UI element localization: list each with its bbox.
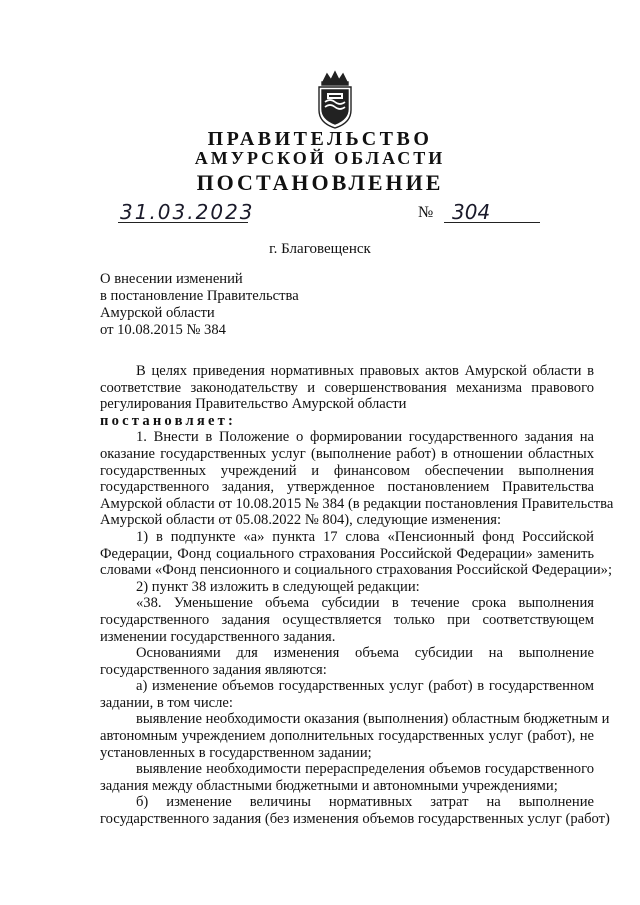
body-line: Амурской области от 10.08.2015 № 384 (в редакции постановления Правительства [100,495,614,512]
coat-of-arms-icon [305,68,365,130]
body-line: соответствие законодательству и совершенствования механизма правового [100,379,594,396]
resolves-keyword: постановляет: [100,412,237,429]
body-line: 2) пункт 38 изложить в следующей редакции: [136,578,420,595]
document-type-title: ПОСТАНОВЛЕНИЕ [196,170,444,195]
subject-line: О внесении изменений [100,271,243,287]
body-line: изменении государственного задания. [100,628,336,645]
body-line: выявление необходимости перераспределения объемов государственного [136,761,594,778]
body-line: автономным учреждением дополнительных государственных услуг (работ), не [100,728,594,745]
body-line: Амурской области от 05.08.2022 № 804), следующие изменения: [100,512,502,529]
number-label: № [418,204,434,221]
body-line: выявление необходимости оказания (выполнения) областным бюджетным и [136,711,610,728]
body-line: задания между областными бюджетными и автономными учреждениями; [100,777,558,794]
subject-line: от 10.08.2015 № 384 [100,322,226,338]
city: г. Благовещенск [269,241,371,257]
subject-line: в постановление Правительства [100,288,299,304]
body-line: государственных учреждений и финансовом обеспечении выполнения [100,462,594,479]
body-line: 1. Внести в Положение о формировании государственного задания на [136,429,594,446]
body-line: государственного задания (без изменения объемов государственных услуг (работ) [100,811,610,828]
number-underline [444,222,540,223]
body-line: государственного задания осуществляется только при соответствующем [100,611,594,628]
body-line: государственного задания, утвержденное постановлением Правительства [100,479,594,496]
government-title: ПРАВИТЕЛЬСТВО [207,128,433,150]
body-line: регулирования Правительство Амурской области [100,396,407,413]
document-date: 31.03.2023 [120,200,255,224]
date-underline [118,222,248,223]
body-line: Основаниями для изменения объема субсидии на выполнение [136,645,594,662]
body-line: словами «Фонд пенсионного и социального страхования Российской Федерации»; [100,562,613,579]
body-line: а) изменение объемов государственных услуг (работ) в государственном [136,678,594,695]
document-number: 304 [452,200,491,224]
body-line: Федерации, Фонд социального страхования Российской Федерации» заменить [100,545,594,562]
body-line: государственного задания являются: [100,661,327,678]
body-line: б) изменение величины нормативных затрат на выполнение [136,794,594,811]
body-line: «38. Уменьшение объема субсидии в течение срока выполнения [136,595,594,612]
body-line: задании, в том числе: [100,694,233,711]
body-line: В целях приведения нормативных правовых актов Амурской области в [136,363,594,379]
region-title: АМУРСКОЙ ОБЛАСТИ [194,148,446,168]
document-subject [100,271,299,339]
body-line: оказание государственных услуг (выполнение работ) в отношении областных [100,445,594,462]
body-line: 1) в подпункте «а» пункта 17 слова «Пенсионный фонд Российской [136,528,594,545]
subject-line: Амурской области [100,305,215,321]
body-line: установленных в государственном задании; [100,744,372,761]
document-body [100,363,614,828]
